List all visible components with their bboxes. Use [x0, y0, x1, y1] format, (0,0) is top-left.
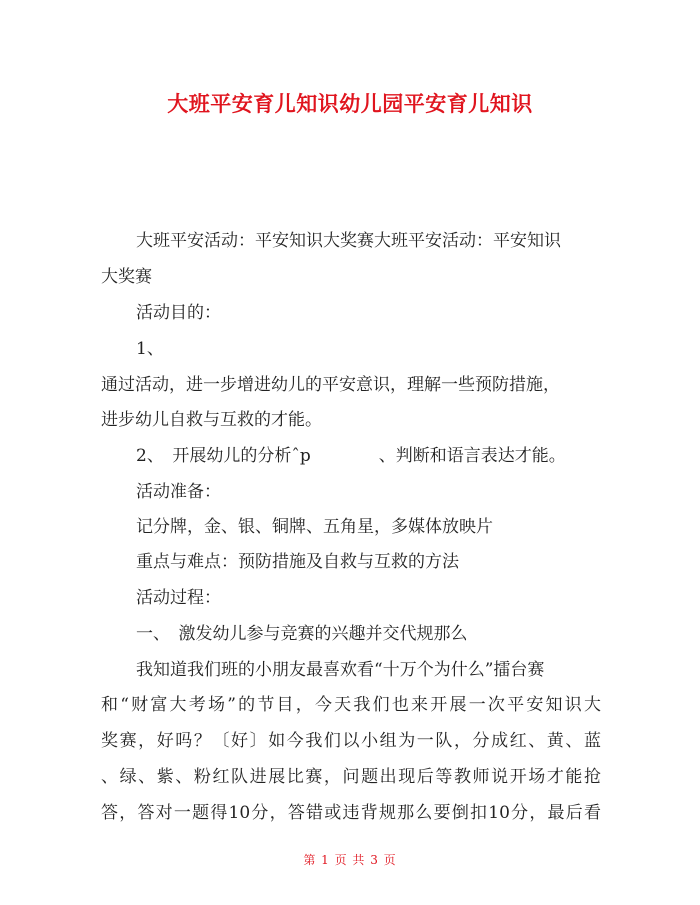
body-line: 奖赛，好吗？〔好〕如今我们以小组为一队，分成红、黄、蓝	[101, 731, 601, 751]
body-line: 活动过程：	[136, 588, 221, 608]
body-line: 通过活动，进一步增进幼儿的平安意识，理解一些预防措施，	[101, 375, 560, 395]
body-line: 活动准备：	[136, 482, 221, 502]
body-line: 记分牌，金、银、铜牌、五角星，多媒体放映片	[136, 517, 493, 537]
body-line: 我知道我们班的小朋友最喜欢看“十万个为什么”擂台赛	[136, 660, 545, 680]
body-line: 大奖赛	[101, 267, 152, 287]
body-line: 活动目的：	[136, 303, 221, 323]
body-line: 1、	[136, 339, 164, 359]
body-line: 进步幼儿自救与互救的才能。	[101, 410, 322, 430]
body-line: 答，答对一题得10分，答错或违背规那么要倒扣10分，最后看	[101, 803, 601, 823]
body-line: 2、 开展幼儿的分析ˆp 、判断和语言表达才能。	[136, 446, 566, 466]
body-line: 、绿、紫、粉红队进展比赛，问题出现后等教师说开场才能抢	[101, 767, 601, 787]
body-line: 和“财富大考场”的节目，今天我们也来开展一次平安知识大	[101, 695, 601, 715]
body-line: 一、 激发幼儿参与竞赛的兴趣并交代规那么	[136, 624, 468, 644]
page-footer: 第 1 页 共 3 页	[303, 853, 397, 867]
document-title: 大班平安育儿知识幼儿园平安育儿知识	[167, 92, 533, 116]
body-line: 重点与难点：预防措施及自救与互救的方法	[136, 552, 459, 572]
body-line: 大班平安活动：平安知识大奖赛大班平安活动：平安知识	[136, 231, 561, 251]
